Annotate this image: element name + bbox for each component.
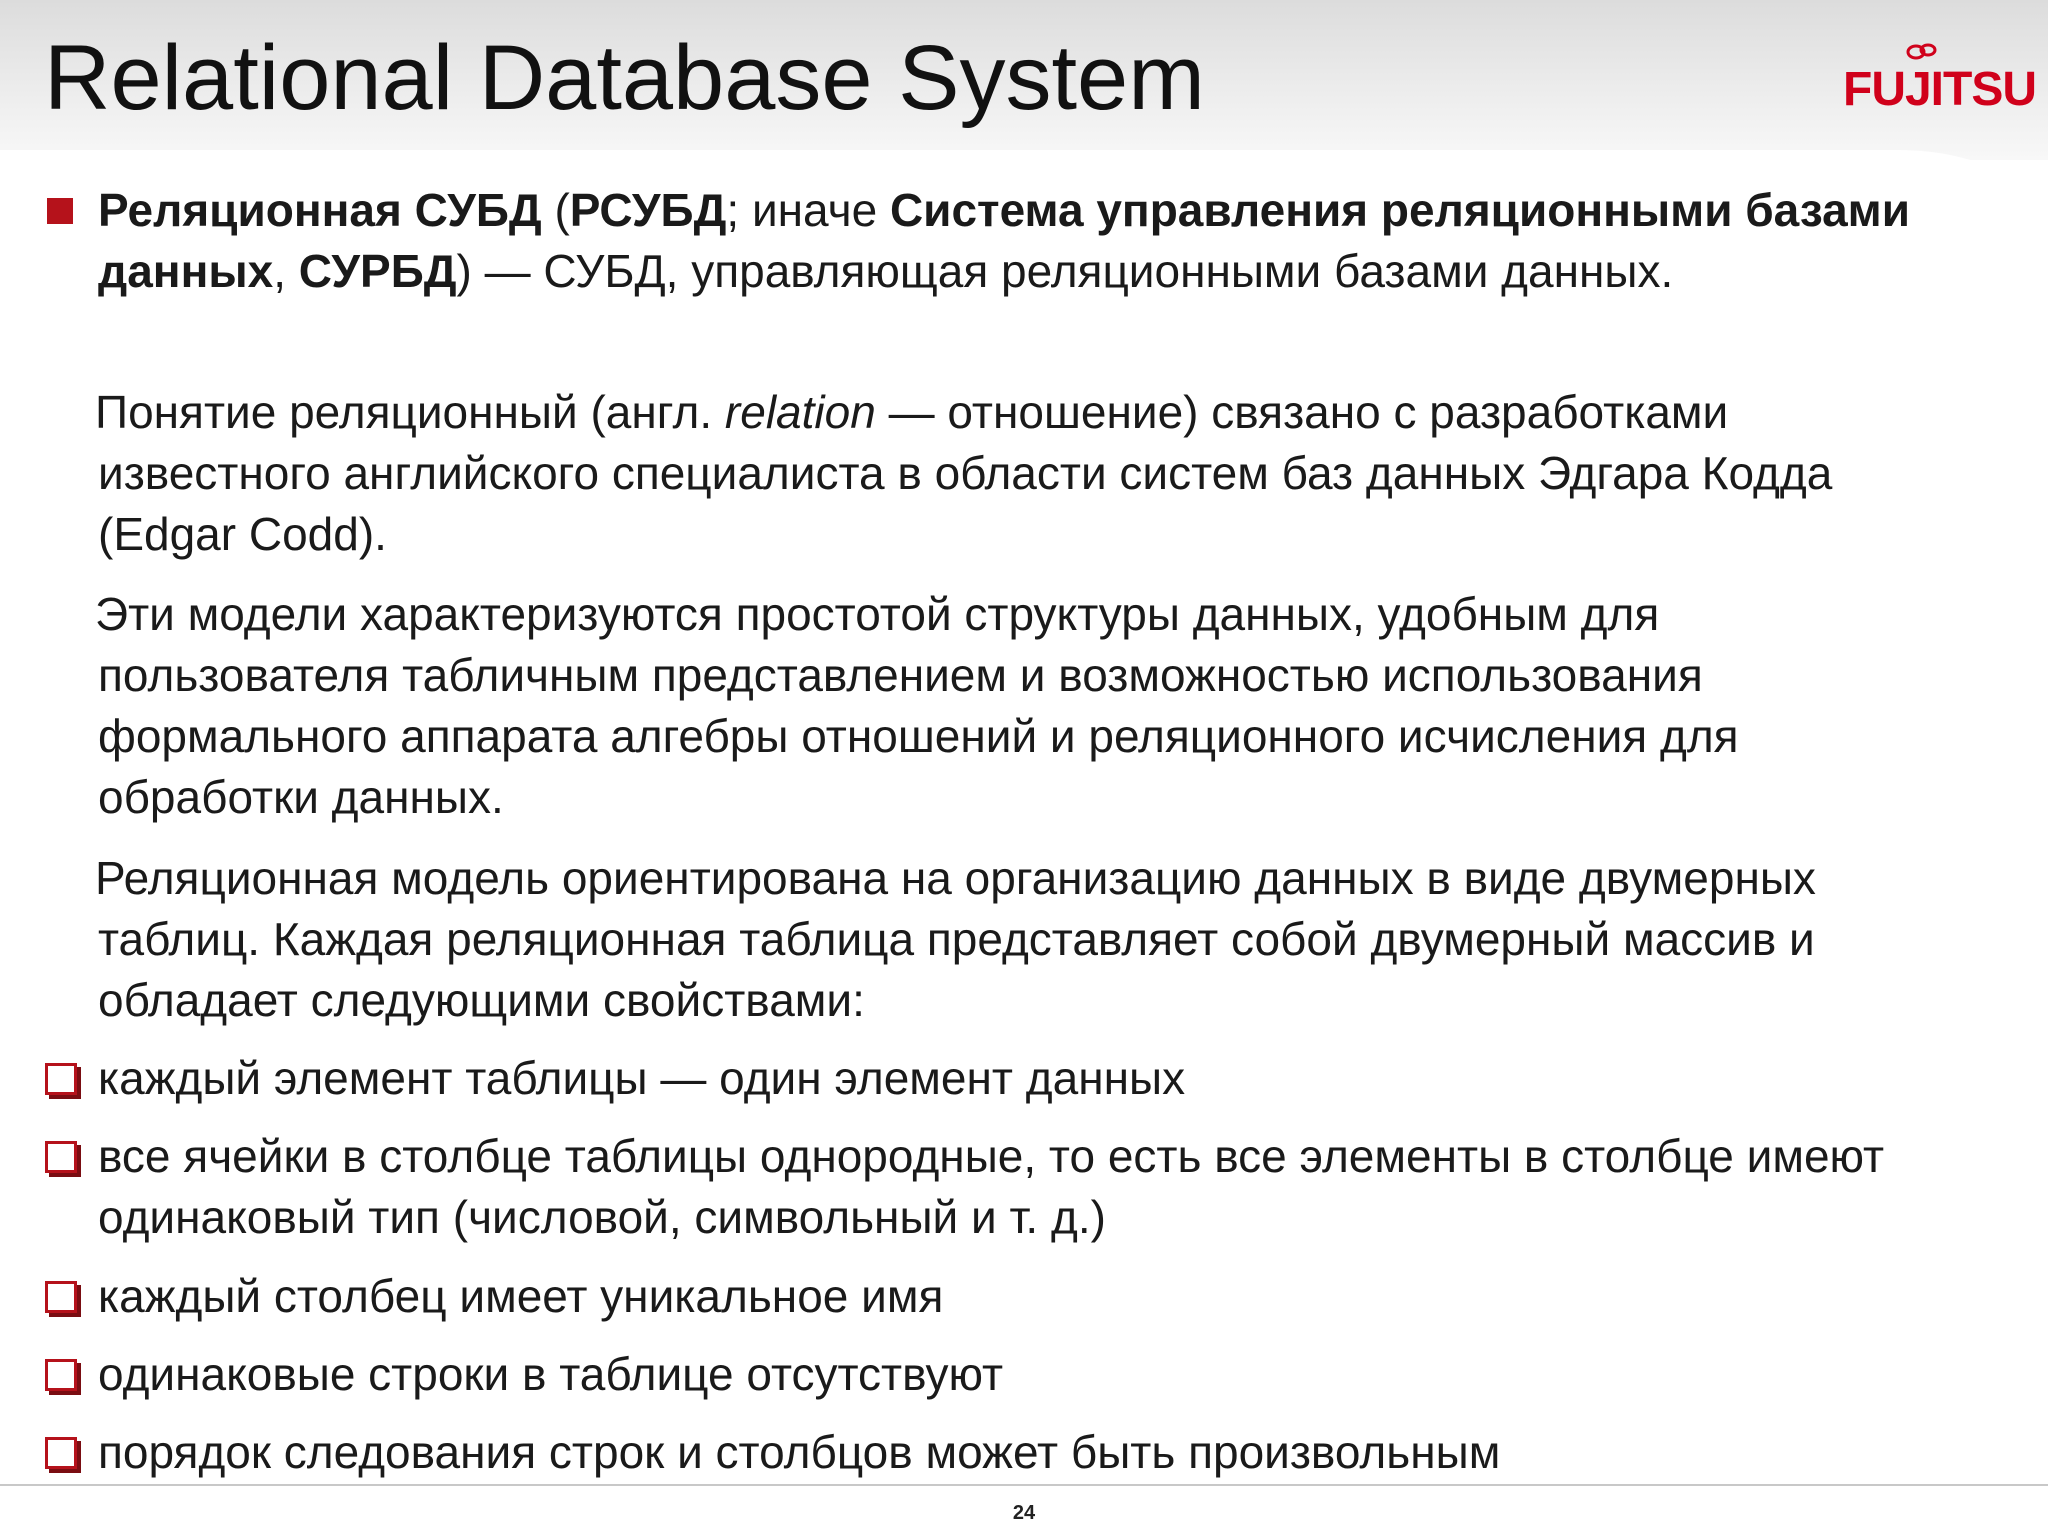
property-item: одинаковые строки в таблице отсутствуют [98,1348,1004,1400]
checkbox-bullet-icon [45,1281,77,1313]
relation-text: Понятие реляционный (англ. [95,386,725,438]
footer-divider [0,1484,2048,1486]
property-item: все ячейки в столбце таблицы однородные, то есть все элементы в столбце имеют одинаковый тип (числовой, символьный и т. д.) [98,1130,1885,1243]
term-rsubd: РСУБД [569,184,727,236]
fujitsu-logo [1835,40,2037,130]
checkbox-bullet-icon [45,1063,77,1095]
property-item: порядок следования строк и столбцов может быть произвольным [98,1426,1501,1478]
intro-text: , [273,245,299,297]
property-item: каждый столбец имеет уникальное имя [98,1270,944,1322]
model-paragraph: Реляционная модель ориентирована на организацию данных в виде двумерных таблиц. Каждая реляционная таблица представляет собой двумерный массив и обладает следующими свойствами: [95,852,1816,1026]
property-item: каждый элемент таблицы — один элемент данных [98,1052,1186,1104]
intro-text: ( [541,184,570,236]
intro-text: ) — СУБД, управляющая реляционными базами данных. [456,245,1674,297]
relation-term: relation [724,386,876,438]
intro-paragraph [98,180,1958,302]
square-bullet-icon [47,198,73,224]
term-full-name: Система управления реляционными базами данных [98,184,1910,297]
term-rdbms: Реляционная СУБД [98,184,542,236]
slide-title: Relational Database System [44,27,1205,129]
infinity-mark-icon [1905,40,1941,64]
page-number: 24 [1012,1502,1036,1524]
term-surbd: СУРБД [298,245,457,297]
checkbox-bullet-icon [45,1437,77,1469]
checkbox-bullet-icon [45,1359,77,1391]
checkbox-bullet-icon [45,1141,77,1173]
relation-paragraph [95,382,1958,565]
logo-wordmark: FUJITSU [1843,63,2037,116]
models-paragraph: Эти модели характеризуются простотой структуры данных, удобным для пользователя табличным представлением и возможностью использования формального аппарата алгебры отношений и реляционного исчисления для обработки данных. [95,588,1739,823]
intro-text: ; иначе [726,184,890,236]
relation-text: — отношение) связано с разработками известного английского специалиста в области систем баз данных Эдгара Кодда (Edgar Codd). [98,386,1833,560]
